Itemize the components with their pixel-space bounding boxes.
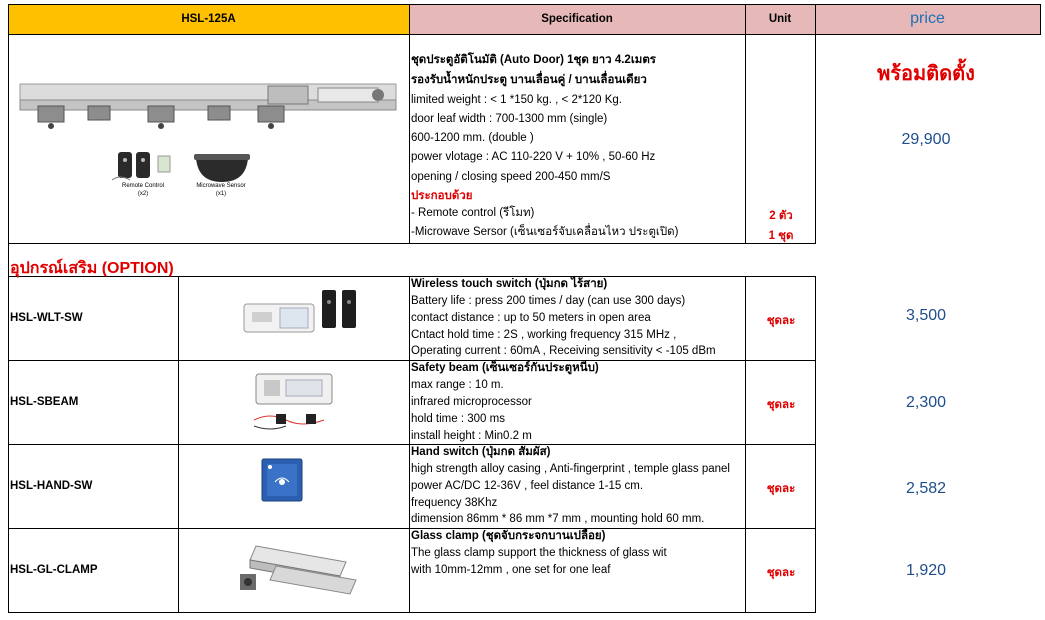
option-hand-title: Hand switch (ปุ่มกด สัมผัส) — [411, 446, 551, 458]
sensor-caption: Microwave Sensor — [196, 183, 246, 189]
grid-line — [8, 243, 816, 244]
spec-line-speed: opening / closing speed 200-450 mm/S — [411, 171, 611, 183]
option-sbeam-line: infrared microprocessor — [411, 396, 532, 408]
glass-clamp-image — [236, 540, 366, 600]
grid-line — [8, 34, 1040, 35]
remote-qty-caption: (x2) — [137, 191, 149, 197]
microwave-sensor-image — [192, 148, 252, 182]
spec-line-leaf-double: 600-1200 mm. (double ) — [411, 132, 534, 144]
price-main: 29,900 — [901, 131, 951, 148]
option-sbeam-price: 2,300 — [905, 394, 947, 411]
option-hand-line: power AC/DC 12-36V , feel distance 1-15 cm. — [411, 480, 644, 492]
remote-control-image — [110, 150, 180, 185]
option-code-wlt: HSL-WLT-SW — [10, 312, 83, 324]
option-wlt-unit: ชุดละ — [766, 315, 796, 327]
option-clamp-title: Glass clamp (ชุดจับกระจกบานเปลือย) — [411, 530, 606, 542]
option-hand-line: high strength alloy casing , Anti-fingerprint , temple glass panel — [411, 463, 730, 475]
option-sbeam-line: hold time : 300 ms — [411, 413, 505, 425]
remote-caption: Remote Control — [121, 183, 165, 189]
grid-line — [8, 612, 816, 613]
option-clamp-price: 1,920 — [905, 562, 947, 579]
wireless-switch-image — [240, 288, 362, 338]
spec-line-includes: ประกอบด้วย — [411, 190, 473, 202]
grid-line — [8, 4, 1040, 5]
option-wlt-line: contact distance : up to 50 meters in open area — [411, 312, 651, 324]
safety-beam-image — [250, 368, 340, 436]
option-code-hand: HSL-HAND-SW — [10, 480, 93, 492]
unit-remote: 2 ตัว — [769, 210, 793, 222]
grid-line — [409, 4, 410, 244]
header-price: price — [815, 4, 1040, 34]
option-clamp-unit: ชุดละ — [766, 567, 796, 579]
sensor-qty-caption: (x1) — [215, 191, 227, 197]
spec-line-leaf-single: door leaf width : 700-1300 mm (single) — [411, 113, 608, 125]
install-note: พร้อมติดตั้ง — [877, 61, 975, 85]
option-wlt-title: Wireless touch switch (ปุ่มกด ไร้สาย) — [411, 278, 608, 290]
header-unit: Unit — [745, 4, 815, 34]
option-clamp-line: The glass clamp support the thickness of glass wit — [411, 547, 667, 559]
grid-line — [1040, 4, 1041, 35]
option-wlt-line: Cntact hold time : 2S , working frequency 315 MHz , — [411, 329, 677, 341]
header-specification: Specification — [409, 4, 745, 34]
option-sbeam-unit: ชุดละ — [766, 399, 796, 411]
option-clamp-line: with 10mm-12mm , one set for one leaf — [411, 564, 611, 576]
spec-line-remote: - Remote control (รีโมท) — [411, 207, 535, 219]
grid-line — [8, 4, 9, 613]
hand-switch-image — [261, 458, 303, 502]
option-wlt-price: 3,500 — [905, 307, 947, 324]
option-hand-unit: ชุดละ — [766, 483, 796, 495]
spec-line-weight: limited weight : < 1 *150 kg. , < 2*120 Kg. — [411, 94, 622, 106]
auto-door-operator-image — [18, 76, 398, 136]
option-wlt-line: Operating current : 60mA , Receiving sensitivity < -105 dBm — [411, 345, 716, 357]
grid-line — [178, 276, 179, 613]
option-wlt-line: Battery life : press 200 times / day (can use 300 days) — [411, 295, 686, 307]
spec-line-support: รองรับน้ำหนักประตู บานเลื่อนคู่ / บานเลื่อนเดียว — [411, 74, 647, 86]
option-hand-line: frequency 38Khz — [411, 497, 498, 509]
spec-line-sensor: -Microwave Sersor (เซ็นเซอร์จับเคลื่อนไหว ประตูเปิด) — [411, 226, 679, 238]
option-code-sbeam: HSL-SBEAM — [10, 396, 79, 408]
grid-line — [409, 276, 410, 613]
option-code-clamp: HSL-GL-CLAMP — [10, 564, 98, 576]
option-sbeam-line: max range : 10 m. — [411, 379, 504, 391]
option-hand-price: 2,582 — [905, 480, 947, 497]
option-hand-line: dimension 86mm * 86 mm *7 mm , mounting hold 60 mm. — [411, 513, 705, 525]
unit-sensor: 1 ชุด — [768, 230, 794, 242]
spec-line-title: ชุดประตูอัติโนมัติ (Auto Door) 1ชุด ยาว 4.2เมตร — [411, 54, 656, 66]
header-model: HSL-125A — [8, 4, 409, 34]
option-sbeam-line: install height : Min0.2 m — [411, 430, 532, 442]
option-sbeam-title: Safety beam (เซ็นเซอร์กันประตูหนีบ) — [411, 362, 599, 374]
option-title: อุปกรณ์เสริม (OPTION) — [10, 260, 174, 277]
spec-line-power: power vlotage : AC 110-220 V + 10% , 50-60 Hz — [411, 151, 656, 163]
